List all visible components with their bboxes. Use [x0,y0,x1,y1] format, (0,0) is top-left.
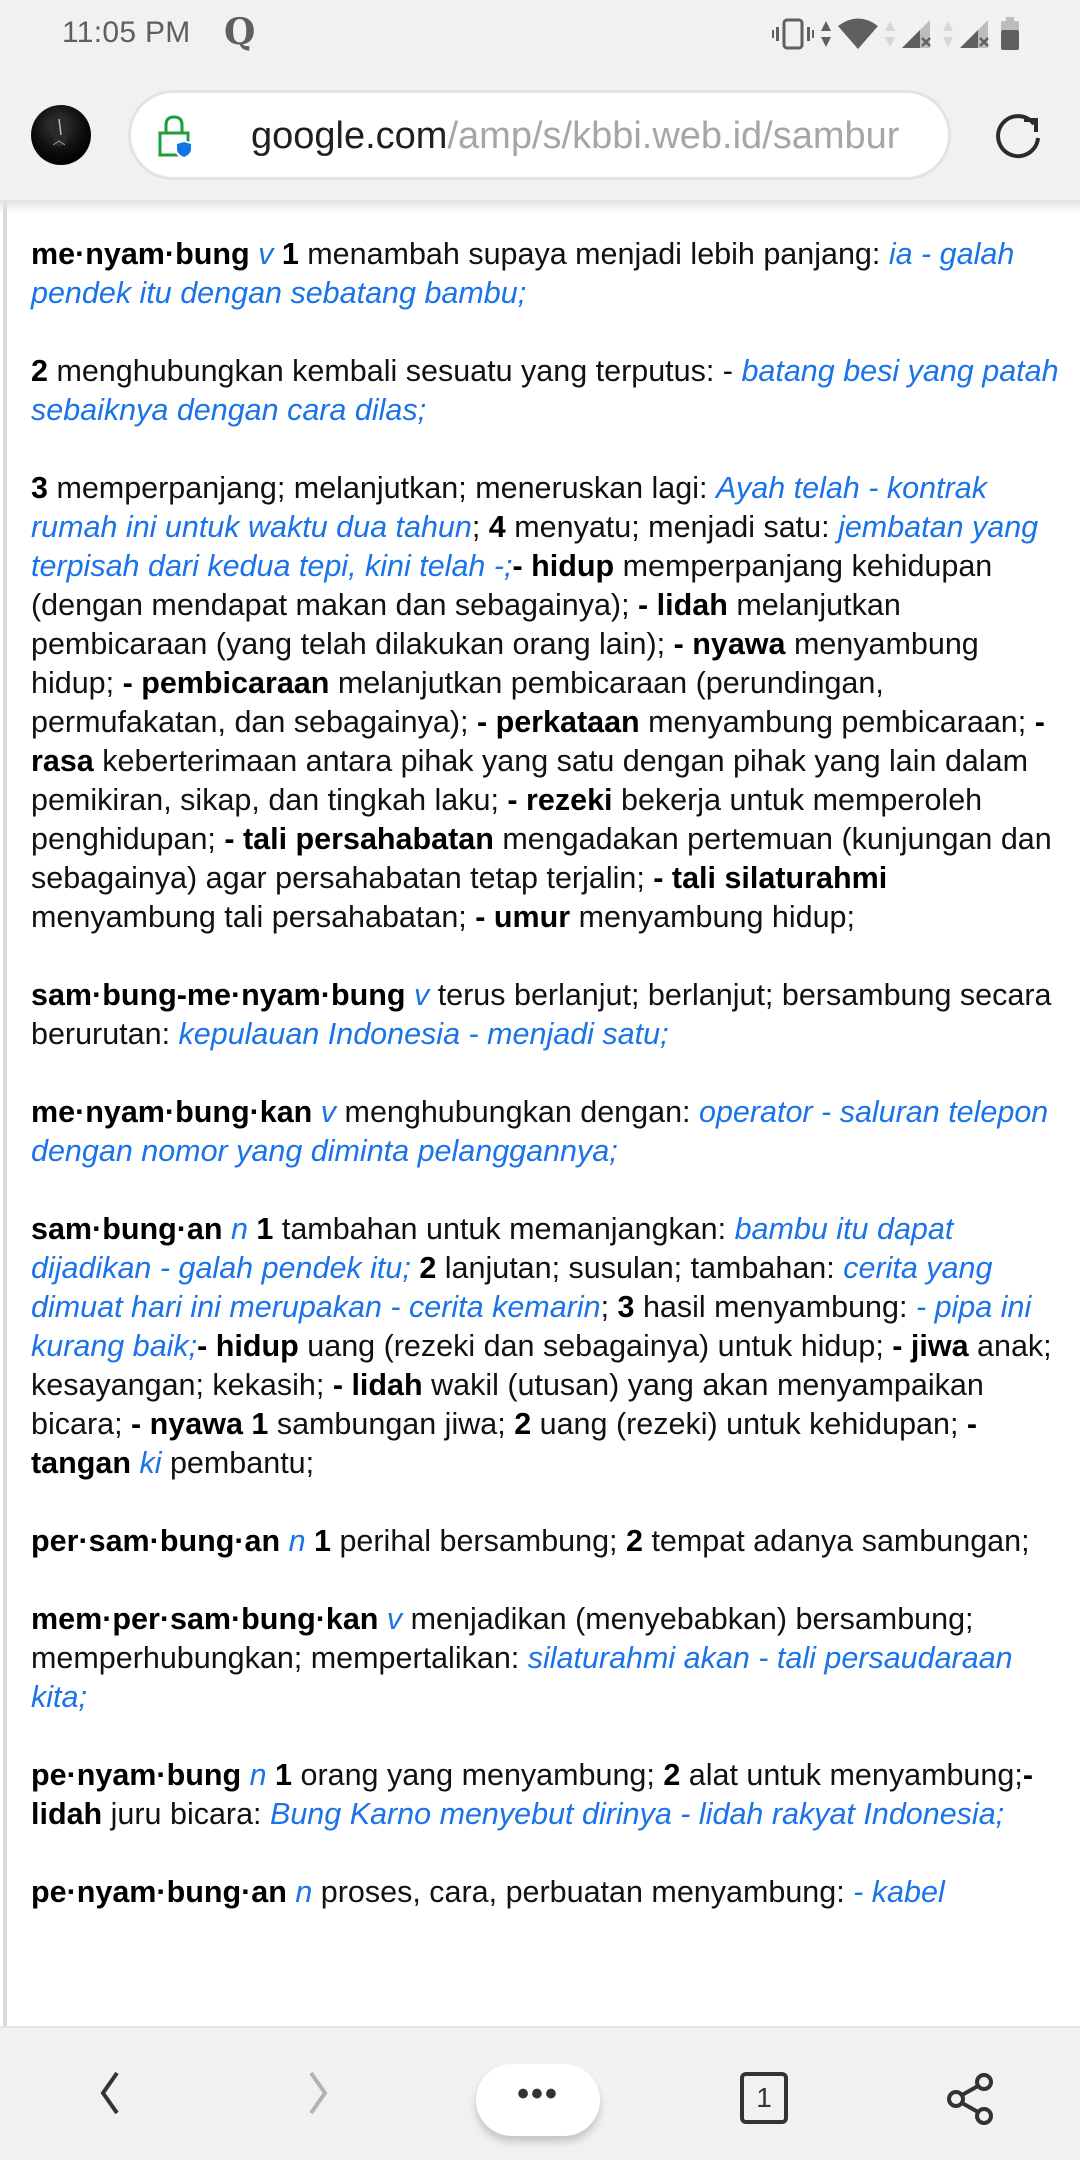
definition-text: menyambung hidup; [31,627,979,700]
definition-text: alat untuk menyambung; [680,1758,1023,1792]
wifi-arrows-icon [884,19,896,49]
example-text: Bung Karno menyebut dirinya - lidah rakyat Indonesia; [270,1797,1005,1831]
signal-arrows-icon [942,19,954,49]
part-of-speech: n [295,1875,313,1909]
reload-icon[interactable] [990,108,1046,164]
dictionary-entry [31,976,1061,1054]
headword: per·sam·bung·an [31,1524,281,1558]
definition-text: menyatu; menjadi satu: [505,510,839,544]
example-text: - pipa ini kurang baik; [31,1290,1032,1363]
example-text: ki [139,1446,162,1480]
definition-text: menyambung tali persahabatan; [31,900,476,934]
part-of-speech: v [320,1095,337,1129]
signal-no-sim-2-icon [960,18,994,50]
definition-text: menambah supaya menjadi lebih panjang: [298,237,889,271]
status-icons [772,16,1020,52]
sub-entry: - lidah [31,1758,1033,1831]
headword: sam·bung-me·nyam·bung [31,978,406,1012]
dictionary-entry [31,1093,1061,1171]
dictionary-entry [31,1873,1061,1912]
example-text: batang besi yang patah sebaiknya dengan cara dilas; [31,354,1059,427]
example-text: ia - galah pendek itu dengan sebatang bambu; [31,237,1015,310]
definition-text: menjadikan (menyebabkan) bersambung; memperhubungkan; mempertalikan: [31,1602,974,1675]
sub-entry: - umur [475,900,571,934]
dictionary-entry [31,352,1061,430]
sub-entry: - lidah [332,1368,423,1402]
page-content[interactable] [0,200,1080,2026]
definition-text: lanjutan; susulan; tambahan: [436,1251,844,1285]
sub-entry: - tangan [31,1407,978,1480]
definition-text: proses, cara, perbuatan menyambung: [320,1875,854,1909]
dictionary-entry [31,1522,1061,1561]
battery-icon [1000,17,1020,51]
sub-entry: - lidah [638,588,728,622]
sense-number: 1 [314,1524,331,1558]
menu-button[interactable] [476,2064,600,2136]
example-text: bambu itu dapat dijadikan - galah pendek itu; [31,1212,954,1285]
sense-number: 3 [31,471,48,505]
back-button[interactable] [80,2058,140,2128]
left-border [3,200,7,2026]
sense-number: 1 [275,1758,293,1792]
part-of-speech: v [413,978,430,1012]
url-path: /amp/s/kbbi.web.id/sambur [447,115,900,157]
url-field[interactable] [128,90,951,180]
definition-text: melanjutkan pembicaraan (yang telah dilakukan orang lain); [31,588,901,661]
data-arrows-icon [820,19,832,49]
definition-text: hasil menyambung: [634,1290,916,1324]
dictionary-entry [31,1210,1061,1483]
sense-number: 3 [617,1290,635,1324]
headword: pe·nyam·bung·an [31,1875,287,1909]
sub-entry: - tali persahabatan [224,822,494,856]
url-host: google.com [251,115,448,157]
toolbar-shadow [0,200,1080,214]
sense-number: 1 [256,1212,274,1246]
definition-text: pembantu; [161,1446,315,1480]
sub-entry: - rezeki [507,783,613,817]
sense-number: 2 [663,1758,681,1792]
example-text: jembatan yang terpisah dari kedua tepi, kini telah -; [31,510,1039,583]
sub-entry: - rasa [31,705,1045,778]
definition-text: orang yang menyambung; [292,1758,664,1792]
chevron-right-icon [303,2070,333,2116]
sub-entry: - tali silaturahmi [653,861,888,895]
sub-entry: - jiwa [892,1329,969,1363]
forward-button[interactable] [288,2058,348,2128]
example-text: - kabel [853,1875,945,1909]
share-icon [944,2072,996,2126]
sub-entry: - perkataan [476,705,640,739]
definition-text: mengadakan pertemuan (kunjungan dan sebagainya) agar persahabatan tetap terjalin; [31,822,1052,895]
definition-text: tempat adanya sambungan; [642,1524,1030,1558]
definition-text: keberterimaan antara pihak yang satu dengan pihak yang lain dalam pemikiran, sikap, dan tingkah laku; [31,744,1029,817]
definition-text: anak; kesayangan; kekasih; [31,1329,1052,1402]
definition-text: bekerja untuk memperoleh penghidupan; [31,783,983,856]
headword: me·nyam·bung [31,237,250,271]
dictionary-entries [31,235,1061,1951]
definition-text: menghubungkan dengan: [344,1095,699,1129]
share-button[interactable] [940,2066,1000,2132]
sense-number: 1 [281,237,299,271]
definition-text: perihal bersambung; [331,1524,627,1558]
definition-text: memperpanjang; melanjutkan; meneruskan lagi: [47,471,716,505]
part-of-speech: n [288,1524,306,1558]
headword: me·nyam·bung·kan [31,1095,313,1129]
sense-number: 2 [514,1407,532,1441]
tabs-button[interactable] [740,2072,788,2124]
sense-number: 2 [419,1251,437,1285]
definition-text: menyambung hidup; [570,900,855,934]
definition-text: tambahan untuk memanjangkan: [273,1212,735,1246]
definition-text: sambungan jiwa; [268,1407,515,1441]
signal-no-sim-1-icon [902,18,936,50]
notification-q-icon: Q [224,11,256,53]
definition-text: juru bicara: [102,1797,270,1831]
headword: mem·per·sam·bung·kan [31,1602,379,1636]
avatar-helmet-icon [31,105,91,165]
definition-text: wakil (utusan) yang akan menyampaikan bicara; [31,1368,984,1441]
definition-text: ; [600,1290,618,1324]
status-time: 11:05 PM [62,16,191,49]
tabs-count: 1 [756,2082,772,2113]
definition-text: terus berlanjut; berlanjut; bersambung secara berurutan: [31,978,1052,1051]
sense-number: 2 [31,354,48,388]
bottom-toolbar [0,2026,1080,2160]
dictionary-entry [31,1600,1061,1717]
sense-number: 4 [488,510,506,544]
definition-text: memperpanjang kehidupan (dengan mendapat makan dan sebagainya); [31,549,993,622]
sub-entry: - nyawa 1 [131,1407,269,1441]
dictionary-entry [31,1756,1061,1834]
sub-entry: - pembicaraan [122,666,330,700]
headword: pe·nyam·bung [31,1758,242,1792]
sub-entry: - nyawa [673,627,786,661]
definition-text: menghubungkan kembali sesuatu yang terputus: - [47,354,742,388]
sub-entry: - hidup [197,1329,299,1363]
dictionary-entry [31,235,1061,313]
part-of-speech: n [249,1758,267,1792]
chevron-left-icon [95,2070,125,2116]
example-text: Ayah telah - kontrak rumah ini untuk waktu dua tahun [31,471,987,544]
more-icon: ••• [517,2075,559,2113]
dictionary-entry [31,469,1061,937]
status-bar [0,0,1080,70]
definition-text: menyambung pembicaraan; [639,705,1035,739]
wifi-icon [838,17,878,51]
url-text[interactable] [251,113,921,159]
example-text: operator - saluran telepon dengan nomor yang diminta pelanggannya; [31,1095,1049,1168]
sub-entry: - hidup [512,549,615,583]
headword: sam·bung·an [31,1212,223,1246]
profile-avatar[interactable] [31,105,91,165]
secure-lock-icon [158,115,194,159]
definition-text: uang (rezeki) untuk kehidupan; [531,1407,967,1441]
part-of-speech: v [386,1602,403,1636]
sense-number: 2 [626,1524,643,1558]
part-of-speech: v [258,237,274,271]
definition-text: melanjutkan pembicaraan (perundingan, permufakatan, dan sebagainya); [31,666,884,739]
definition-text: uang (rezeki dan sebagainya) untuk hidup; [298,1329,893,1363]
part-of-speech: n [230,1212,248,1246]
example-text: cerita yang dimuat hari ini merupakan - cerita kemarin [31,1251,993,1324]
vibrate-icon [772,18,814,50]
example-text: kepulauan Indonesia - menjadi satu; [178,1017,669,1051]
definition-text: ; [471,510,489,544]
example-text: silaturahmi akan - tali persaudaraan kita; [31,1641,1013,1714]
